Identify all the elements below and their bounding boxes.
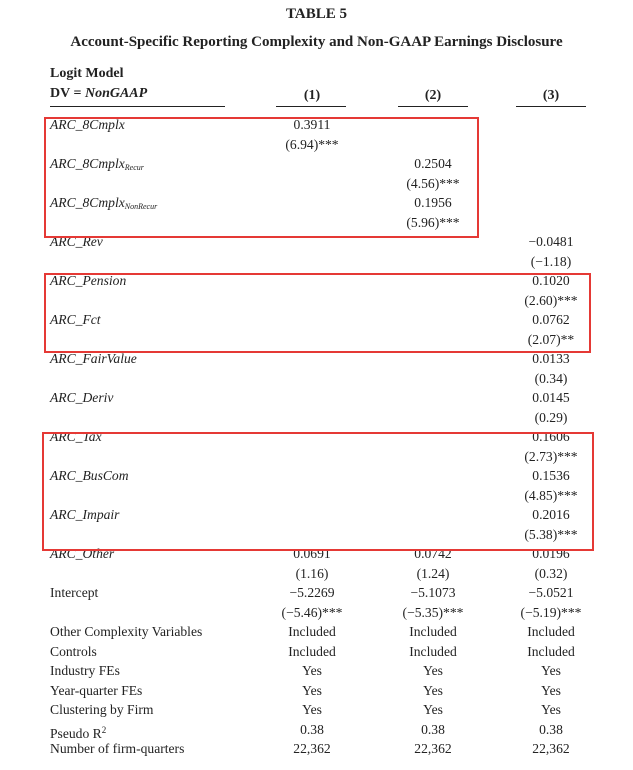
table-row xyxy=(0,700,633,720)
cell-col-3: 0.0133 xyxy=(532,351,570,366)
cell-col-1: (1.16) xyxy=(295,565,329,581)
cell-col-1: (−5.46)*** xyxy=(281,604,343,620)
cell-col-3: −5.0521 xyxy=(528,585,574,600)
row-label-text: ARC_Impair xyxy=(50,507,120,522)
header-rule-3 xyxy=(516,106,586,107)
cell-col-1: (6.94)*** xyxy=(285,136,339,152)
cell-col-3: 0.0145 xyxy=(532,390,570,405)
row-label-text: Intercept xyxy=(50,585,99,600)
row-label xyxy=(50,739,184,759)
cell-col-2: Yes xyxy=(423,663,443,678)
cell-col-2: 0.2504 xyxy=(414,156,452,171)
row-label-text: ARC_Deriv xyxy=(50,390,114,405)
cell-col-2: 22,362 xyxy=(414,741,452,756)
table-title: TABLE 5 xyxy=(286,6,347,22)
cell-col-1: −5.2269 xyxy=(289,585,335,600)
cell-col-2: 0.1956 xyxy=(414,195,452,210)
cell-col-2: Included xyxy=(409,643,457,659)
cell-col-3: 0.0196 xyxy=(532,546,570,561)
table-row xyxy=(0,408,633,428)
cell-col-1: Yes xyxy=(302,682,322,698)
cell-col-2: Yes xyxy=(423,682,443,698)
row-label xyxy=(50,681,142,701)
highlight-box-tax-buscom-impair xyxy=(42,432,594,551)
row-label-text: ARC_Pension xyxy=(50,273,127,288)
cell-col-3: Included xyxy=(527,643,575,659)
row-label-text: Year-quarter FEs xyxy=(50,682,143,698)
cell-col-2: Yes xyxy=(423,702,443,717)
dv-name: NonGAAP xyxy=(84,86,148,101)
cell-col-3: (4.85)*** xyxy=(524,487,578,503)
table-row xyxy=(0,252,633,272)
row-label-subscript: Recur xyxy=(124,163,144,172)
row-label-text: Other Complexity Variables xyxy=(50,624,203,639)
table-row xyxy=(0,603,633,623)
column-header-3: (3) xyxy=(542,88,560,103)
table-row xyxy=(0,681,633,701)
dv-label xyxy=(50,86,147,102)
cell-col-3: Yes xyxy=(541,682,561,698)
cell-col-3: (5.38)*** xyxy=(524,526,578,542)
cell-col-2: (4.56)*** xyxy=(406,175,460,191)
cell-col-3: (2.73)*** xyxy=(524,448,578,464)
cell-col-3: 0.1020 xyxy=(532,273,570,288)
row-label-superscript: 2 xyxy=(101,724,107,735)
cell-col-3: (0.32) xyxy=(534,565,568,581)
cell-col-2: (5.96)*** xyxy=(406,214,460,230)
row-label-text: ARC_8Cmplx xyxy=(50,195,125,210)
cell-col-2: 0.0742 xyxy=(414,546,452,561)
table-row xyxy=(0,564,633,584)
cell-col-2: Included xyxy=(409,624,457,639)
row-label-text: Controls xyxy=(50,643,97,659)
highlight-box-8cmplx xyxy=(44,117,479,238)
row-label-text: Pseudo R xyxy=(50,725,102,741)
row-label xyxy=(50,622,202,642)
row-label-text: ARC_Rev xyxy=(50,234,103,249)
cell-col-1: 22,362 xyxy=(293,741,331,756)
row-label-text: ARC_FairValue xyxy=(50,351,137,366)
cell-col-1: 0.38 xyxy=(300,721,324,737)
column-header-2: (2) xyxy=(424,88,442,103)
cell-col-3: 22,362 xyxy=(532,741,570,756)
row-label xyxy=(50,700,153,720)
cell-col-1: Yes xyxy=(302,663,322,678)
table-row xyxy=(0,661,633,681)
row-label-subscript: NonRecur xyxy=(124,202,158,211)
cell-col-3: Included xyxy=(527,624,575,639)
cell-col-1: Yes xyxy=(302,702,322,717)
model-label: Logit Model xyxy=(50,66,124,81)
cell-col-3: Yes xyxy=(541,663,561,678)
cell-col-3: (2.60)*** xyxy=(524,292,578,308)
table-row xyxy=(0,720,633,740)
row-label-text: Clustering by Firm xyxy=(50,702,154,717)
cell-col-3: (0.34) xyxy=(534,370,568,386)
cell-col-3: (2.07)** xyxy=(527,331,575,347)
header-rule-stub xyxy=(50,106,225,107)
cell-col-3: Yes xyxy=(541,702,561,717)
highlight-box-pension-fct xyxy=(44,273,591,353)
cell-col-3: 0.0762 xyxy=(532,312,570,327)
row-label-text: ARC_Tax xyxy=(50,429,102,444)
table-row xyxy=(0,739,633,759)
table-subtitle: Account-Specific Reporting Complexity and Non-GAAP Earnings Disclosure xyxy=(70,34,563,50)
row-label-text: ARC_Other xyxy=(50,546,115,561)
cell-col-2: −5.1073 xyxy=(410,585,456,600)
cell-col-1: 0.3911 xyxy=(293,117,331,132)
cell-col-1: Included xyxy=(288,624,336,639)
row-label-text: ARC_8Cmplx xyxy=(50,156,125,171)
cell-col-3: (−5.19)*** xyxy=(520,604,582,620)
cell-col-2: 0.38 xyxy=(421,721,445,737)
table-row xyxy=(0,622,633,642)
row-label-text: ARC_8Cmplx xyxy=(50,117,125,132)
cell-col-2: (−5.35)*** xyxy=(402,604,464,620)
cell-col-3: 0.2016 xyxy=(532,507,570,522)
row-label xyxy=(50,388,113,408)
column-header-1: (1) xyxy=(303,88,321,103)
row-label xyxy=(50,661,120,681)
row-label xyxy=(50,583,98,603)
row-label-text: ARC_Fct xyxy=(50,312,101,327)
cell-col-3: 0.1606 xyxy=(532,429,570,444)
table-row xyxy=(0,369,633,389)
row-label-text: Industry FEs xyxy=(50,663,120,678)
row-label-text: Number of firm-quarters xyxy=(50,741,185,756)
row-label-text: ARC_BusCom xyxy=(50,468,129,483)
header-rule-1 xyxy=(276,106,346,107)
cell-col-3: (−1.18) xyxy=(530,253,572,269)
cell-col-3: 0.1536 xyxy=(532,468,570,483)
cell-col-2: (1.24) xyxy=(416,565,450,581)
cell-col-3: (0.29) xyxy=(534,409,568,425)
table-row xyxy=(0,642,633,662)
cell-col-1: Included xyxy=(288,643,336,659)
cell-col-3: 0.38 xyxy=(539,721,563,737)
cell-col-3: −0.0481 xyxy=(528,234,574,249)
row-label xyxy=(50,642,97,662)
cell-col-1: 0.0691 xyxy=(293,546,331,561)
table-row xyxy=(0,583,633,603)
table-row xyxy=(0,388,633,408)
dv-prefix: DV = xyxy=(50,86,85,101)
header-rule-2 xyxy=(398,106,468,107)
